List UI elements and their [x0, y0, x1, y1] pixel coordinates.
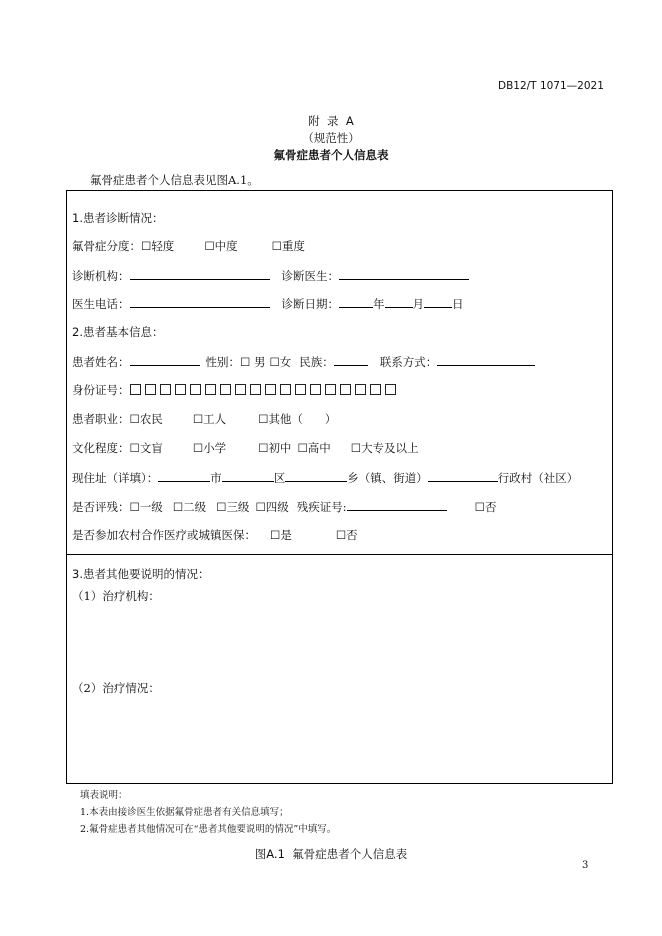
- phone-label: 医生电话：: [72, 297, 130, 311]
- month-unit: 月: [412, 297, 424, 311]
- severity-label: 氟骨症分度：: [72, 239, 141, 253]
- institution-field[interactable]: [130, 267, 270, 280]
- treatment-institution-label: （1）治疗机构：: [72, 589, 160, 603]
- occupation-label: 患者职业：: [72, 412, 130, 426]
- gender-option-female[interactable]: ☐女: [269, 355, 292, 369]
- disability-label: 是否评残：: [72, 500, 130, 514]
- section1-title: 1.患者诊断情况：: [72, 211, 164, 225]
- occupation-row: [72, 411, 336, 427]
- doctor-label: 诊断医生：: [281, 269, 339, 283]
- address-district-field[interactable]: [222, 469, 274, 482]
- occupation-option-worker[interactable]: ☐工人: [192, 412, 227, 426]
- education-label: 文化程度：: [72, 441, 130, 455]
- intro-text: 氟骨症患者个人信息表见图A.1。: [90, 173, 259, 187]
- address-city-unit: 市: [210, 471, 222, 485]
- severity-option-moderate[interactable]: ☐中度: [204, 239, 238, 253]
- occupation-option-farmer[interactable]: ☐农民: [129, 412, 163, 426]
- disability-row: [72, 498, 496, 515]
- address-district-unit: 区: [273, 471, 286, 485]
- id-row: [72, 382, 400, 398]
- insurance-option-no[interactable]: ☐否: [335, 528, 358, 542]
- severity-option-severe[interactable]: ☐重度: [271, 239, 305, 253]
- disability-cert-label: 残疾证号:: [296, 500, 347, 514]
- contact-label: 联系方式：: [379, 355, 438, 369]
- patient-name-field[interactable]: [130, 353, 200, 366]
- education-option-illiterate[interactable]: ☐文盲: [129, 441, 163, 455]
- ethnicity-field[interactable]: [334, 353, 368, 366]
- disability-option-level1[interactable]: ☐一级: [129, 500, 163, 514]
- section3-title: 3.患者其他要说明的情况：: [72, 567, 210, 581]
- education-row: [72, 440, 419, 456]
- appendix-heading: 氟骨症患者个人信息表: [273, 148, 389, 162]
- phone-row: [72, 295, 464, 312]
- note-item: 2.氟骨症患者其他情况可在“患者其他要说明的情况”中填写。: [80, 824, 337, 835]
- id-number-label: 身份证号：: [72, 383, 130, 397]
- education-option-primary[interactable]: ☐小学: [192, 441, 227, 455]
- address-city-field[interactable]: [158, 469, 210, 482]
- year-unit: 年: [373, 297, 385, 311]
- gender-option-male[interactable]: ☐ 男: [240, 355, 266, 369]
- diagnosis-date-label: 诊断日期：: [281, 297, 339, 311]
- education-option-junior[interactable]: ☐初中: [258, 441, 292, 455]
- address-row: [72, 469, 578, 486]
- appendix-type: （规范性）: [302, 131, 360, 145]
- figure-caption: 图A.1 氟骨症患者个人信息表: [254, 847, 408, 861]
- disability-option-level3[interactable]: ☐三级: [216, 500, 250, 514]
- address-label: 现住址（详填）：: [72, 471, 159, 485]
- standard-id: DB12/T 1071—2021: [498, 80, 604, 92]
- insurance-label: 是否参加农村合作医疗或城镇医保：: [72, 528, 256, 542]
- doctor-field[interactable]: [339, 267, 469, 280]
- insurance-row: [72, 527, 358, 543]
- gender-label: 性别：: [205, 355, 240, 369]
- day-field[interactable]: [424, 295, 452, 308]
- institution-label: 诊断机构：: [72, 269, 130, 283]
- disability-cert-field[interactable]: [347, 498, 447, 511]
- address-village-unit: 行政村（社区）: [497, 471, 579, 485]
- address-village-field[interactable]: [428, 469, 498, 482]
- treatment-status-field[interactable]: [190, 680, 600, 770]
- appendix-title: 附 录 A: [308, 114, 354, 128]
- education-option-college[interactable]: ☐大专及以上: [350, 441, 419, 455]
- phone-field[interactable]: [130, 295, 270, 308]
- page-number: 3: [582, 860, 589, 871]
- institution-row: [72, 267, 469, 284]
- disability-option-no[interactable]: ☐否: [474, 500, 497, 514]
- treatment-institution-field[interactable]: [190, 588, 600, 668]
- ethnicity-label: 民族：: [299, 355, 334, 369]
- contact-field[interactable]: [437, 353, 535, 366]
- note-item: 1.本表由接诊医生依据氟骨症患者有关信息填写；: [80, 807, 289, 818]
- treatment-status-label: （2）治疗情况：: [72, 681, 160, 695]
- patient-name-label: 患者姓名：: [72, 355, 130, 369]
- section2-title: 2.患者基本信息：: [72, 325, 164, 339]
- education-option-senior[interactable]: ☐高中: [297, 441, 331, 455]
- address-township-unit: 乡（镇、街道）: [347, 471, 428, 485]
- disability-option-level2[interactable]: ☐二级: [172, 500, 207, 514]
- address-township-field[interactable]: [285, 469, 347, 482]
- occupation-option-other[interactable]: ☐其他（ ）: [258, 412, 337, 426]
- insurance-option-yes[interactable]: ☐是: [270, 528, 292, 542]
- day-unit: 日: [452, 297, 464, 311]
- name-row: [72, 353, 535, 370]
- month-field[interactable]: [385, 295, 413, 308]
- disability-option-level4[interactable]: ☐四级: [255, 500, 289, 514]
- severity-option-mild[interactable]: ☐轻度: [141, 239, 175, 253]
- id-number-boxes[interactable]: [130, 383, 400, 397]
- form-divider: [66, 554, 613, 555]
- notes-title: 填表说明：: [80, 790, 128, 801]
- severity-row: [72, 238, 305, 254]
- year-field[interactable]: [339, 295, 373, 308]
